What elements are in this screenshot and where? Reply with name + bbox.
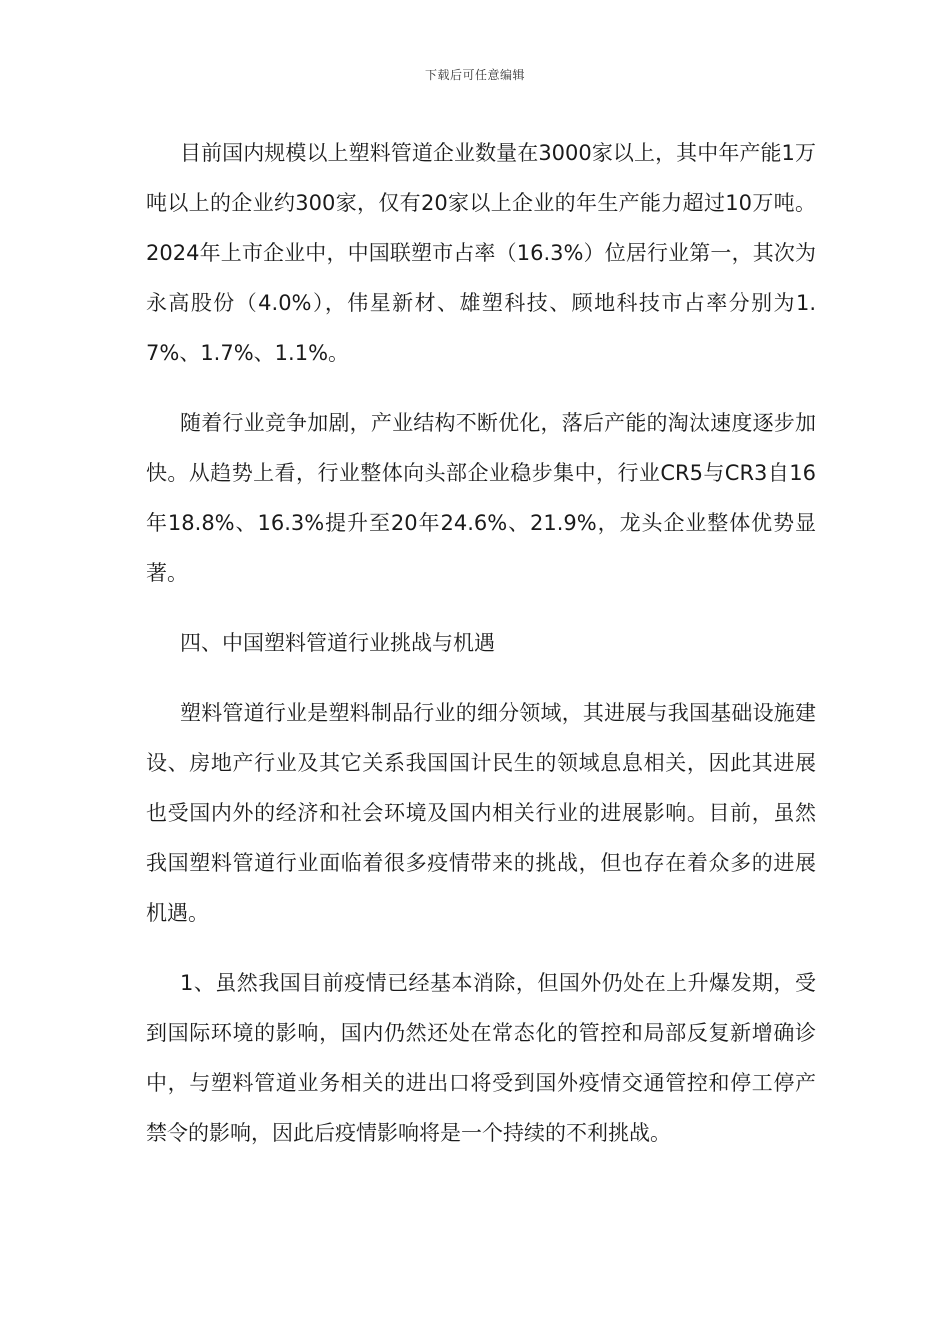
paragraph-challenge-1: 1、虽然我国目前疫情已经基本消除，但国外仍处在上升爆发期，受到国际环境的影响，国内仍然还处在常态化的管控和局部反复新增确诊中，与塑料管道业务相关的进出口将受到国外疫情交通管控和停工停产禁令的影响，因此后疫情影响将是一个持续的不利挑战。 <box>146 971 816 1145</box>
section-heading: 四、中国塑料管道行业挑战与机遇 <box>180 631 495 655</box>
paragraph-industry-overview: 塑料管道行业是塑料制品行业的细分领域，其进展与我国基础设施建设、房地产行业及其它关系我国国计民生的领域息息相关，因此其进展也受国内外的经济和社会环境及国内相关行业的进展影响。目前，虽然我国塑料管道行业面临着很多疫情带来的挑战，但也存在着众多的进展机遇。 <box>146 701 816 925</box>
paragraph-market-share: 目前国内规模以上塑料管道企业数量在3000家以上，其中年产能1万吨以上的企业约300家，仅有20家以上企业的年生产能力超过10万吨。2024年上市企业中，中国联塑市占率（16.3%）位居行业第一，其次为永高股份（4.0%），伟星新材、雄塑科技、顾地科技市占率分别为1.7%、1.7%、1.1%。 <box>146 141 816 365</box>
page-header-note: 下载后可任意编辑 <box>424 68 525 82</box>
document-body <box>146 128 816 1178</box>
paragraph-industry-concentration: 随着行业竞争加剧，产业结构不断优化，落后产能的淘汰速度逐步加快。从趋势上看，行业整体向头部企业稳步集中，行业CR5与CR3自16年18.8%、16.3%提升至20年24.6%、21.9%，龙头企业整体优势显著。 <box>146 411 816 585</box>
